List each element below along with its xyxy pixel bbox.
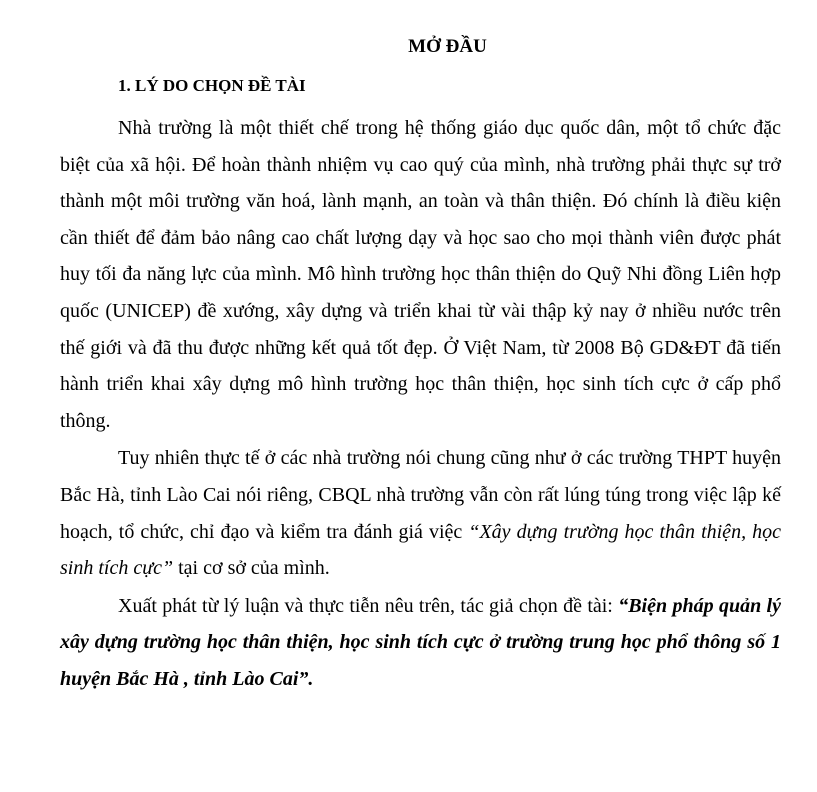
paragraph-2-text-start: Tuy nhiên thực tế ở các nhà trường nói chung cũng như ở các trường THPT huyện Bắc Hà, tỉnh Lào Cai nói riêng, CBQL nhà trường vẫn còn rất lúng túng trong việc lập kế hoạch, tổ chức, chỉ đạo và kiểm tra đánh giá việc xyxy=(60,447,781,543)
paragraph-2 xyxy=(60,440,781,586)
page-title: MỞ ĐẦU xyxy=(408,36,487,57)
paragraph-2-quote: “Xây dựng trường học thân thiện, học sinh tích cực” xyxy=(60,520,781,580)
paragraph-3-topic: “Biện pháp quản lý xây dựng trường học thân thiện, học sinh tích cực ở trường trung học phổ thông số 1 huyện Bắc Hà , tỉnh Lào Cai”. xyxy=(60,594,781,690)
body-text xyxy=(60,110,781,698)
paragraph-1-text: Nhà trường là một thiết chế trong hệ thống giáo dục quốc dân, một tổ chức đặc biệt của xã hội. Để hoàn thành nhiệm vụ cao quý của mình, nhà trường phải thực sự trở thành một môi trường văn hoá, lành mạnh, an toàn và thân thiện. Đó chính là điều kiện cần thiết để đảm bảo nâng cao chất lượng dạy và học sao cho mọi thành viên được phát huy tối đa năng lực của mình. Mô hình trường học thân thiện do Quỹ Nhi đồng Liên hợp quốc (UNICEP) đề xướng, xây dựng và triển khai từ vài thập kỷ nay ở nhiều nước trên thế giới và đã thu được những kết quả tốt đẹp. Ở Việt Nam, từ 2008 Bộ GD&ĐT đã tiến hành triển khai xây dựng mô hình trường học thân thiện, học sinh tích cực ở cấp phổ thông. xyxy=(60,117,781,432)
paragraph-1 xyxy=(60,110,781,439)
paragraph-2-text-end: tại cơ sở của mình. xyxy=(173,557,330,580)
section-heading: 1. LÝ DO CHỌN ĐỀ TÀI xyxy=(118,76,306,95)
paragraph-3 xyxy=(60,588,781,698)
paragraph-3-text-start: Xuất phát từ lý luận và thực tiễn nêu trên, tác giả chọn đề tài: xyxy=(118,594,619,617)
